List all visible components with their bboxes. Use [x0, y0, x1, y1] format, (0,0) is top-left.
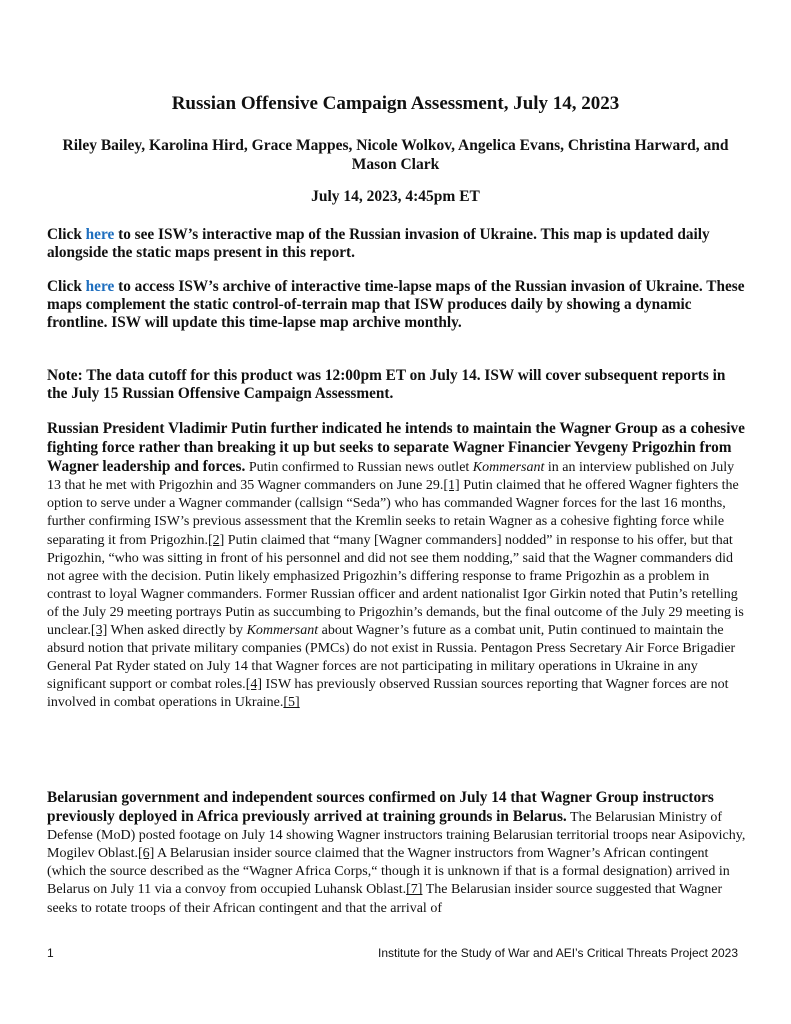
footer-organization: Institute for the Study of War and AEI’s Critical Threats Project 2023	[378, 946, 738, 960]
interactive-map-link[interactable]: here	[85, 226, 115, 243]
wagner-putin-paragraph: Russian President Vladimir Putin further indicated he intends to maintain the Wagner Group as a cohesive fighting force rather than breaking it up but seeks to separate Wagner Financier Yevgeny Prigozhin from Wagner leadership and forces. Putin confirmed to Russian news outlet Kommersant in an interview published on July 13 that he met with Prigozhin and 35 Wagner commanders on June 29.[1] Putin claimed that he offered Wagner fighters the option to serve under a Wagner commander (callsign “Seda”) who has commanded Wagner forces for the last 16 months, further confirming ISW’s previous assessment that the Kremlin seeks to retain Wagner as a cohesive fighting force while separating it from Prigozhin.[2] Putin claimed that “many [Wagner commanders] nodded” in response to his offer, but that Prigozhin, “who was sitting in front of his personnel and did not see them nodding,” said that the Wagner commanders did not agree with the decision. Putin likely emphasized Prigozhin’s differing response to frame Prigozhin as a problem in contrast to loyal Wagner commanders. Former Russian officer and ardent nationalist Igor Girkin noted that Putin’s retelling of the July 29 meeting portrays Putin as succumbing to Prigozhin’s demands, but the final outcome of the July 29 meeting is unclear.[3] When asked directly by Kommersant about Wagner’s future as a combat unit, Putin continued to maintain the absurd notion that private military companies (PMCs) do not exist in Russia. Pentagon Press Secretary Air Force Brigadier General Pat Ryder stated on July 14 that Wagner forces are not participating in military operations in Ukraine in any significant support or combat roles.[4] ISW has previously observed Russian sources reporting that Wagner forces are not involved in combat operations in Ukraine.[5]	[47, 420, 745, 711]
timelapse-archive-paragraph: Click here to access ISW’s archive of interactive time-lapse maps of the Russian invasion of Ukraine. These maps complement the static control-of-terrain map that ISW produces daily by showing a dynamic frontline. ISW will update this time-lapse map archive monthly.	[47, 278, 745, 332]
footnote-link-5[interactable]: [5]	[283, 695, 300, 711]
footnote-link-1[interactable]: [1]	[443, 478, 460, 494]
page-number: 1	[47, 946, 54, 960]
author-list: Riley Bailey, Karolina Hird, Grace Mappes, Nicole Wolkov, Angelica Evans, Christina Harward, and Mason Clark	[62, 137, 729, 173]
footnote-link-4[interactable]: [4]	[245, 677, 263, 693]
footnote-link-6[interactable]: [6]	[138, 846, 155, 862]
interactive-map-paragraph: Click here to see ISW’s interactive map of the Russian invasion of Ukraine. This map is updated daily alongside the static maps present in this report.	[47, 226, 710, 262]
document-title: Russian Offensive Campaign Assessment, July 14, 2023	[171, 93, 620, 114]
belarus-instructors-paragraph: Belarusian government and independent sources confirmed on July 14 that Wagner Group instructors previously deployed in Africa previously arrived at training grounds in Belarus. The Belarusian Ministry of Defense (MoD) posted footage on July 14 showing Wagner instructors training Belarusian territorial troops near Asipovichy, Mogilev Oblast.[6] A Belarusian insider source claimed that the Wagner instructors from Wagner’s African contingent (which the source described as the “Wagner Africa Corps,“ though it is unknown if that is a formal designation) arrived in Belarus on July 11 via a convoy from occupied Luhansk Oblast.[7] The Belarusian insider source suggested that Wagner seeks to rotate troops of their African contingent and that the arrival of	[47, 789, 746, 916]
footnote-link-7[interactable]: [7]	[406, 882, 423, 898]
paragraph-lead: Russian President Vladimir Putin further indicated he intends to maintain the Wagner Group as a cohesive fighting force rather than breaking it up but seeks to separate Wagner Financier Yevgeny Prigozhin from Wagner leadership and forces.	[47, 420, 745, 476]
footnote-link-3[interactable]: [3]	[90, 623, 108, 639]
publication-date: July 14, 2023, 4:45pm ET	[311, 188, 480, 205]
timelapse-archive-link[interactable]: here	[85, 278, 115, 295]
footnote-link-2[interactable]: [2]	[207, 532, 225, 548]
data-cutoff-note: Note: The data cutoff for this product was 12:00pm ET on July 14. ISW will cover subsequent reports in the July 15 Russian Offensive Campaign Assessment.	[47, 367, 726, 403]
paragraph-lead: Belarusian government and independent sources confirmed on July 14 that Wagner Group instructors previously deployed in Africa previously arrived at training grounds in Belarus.	[47, 789, 714, 826]
